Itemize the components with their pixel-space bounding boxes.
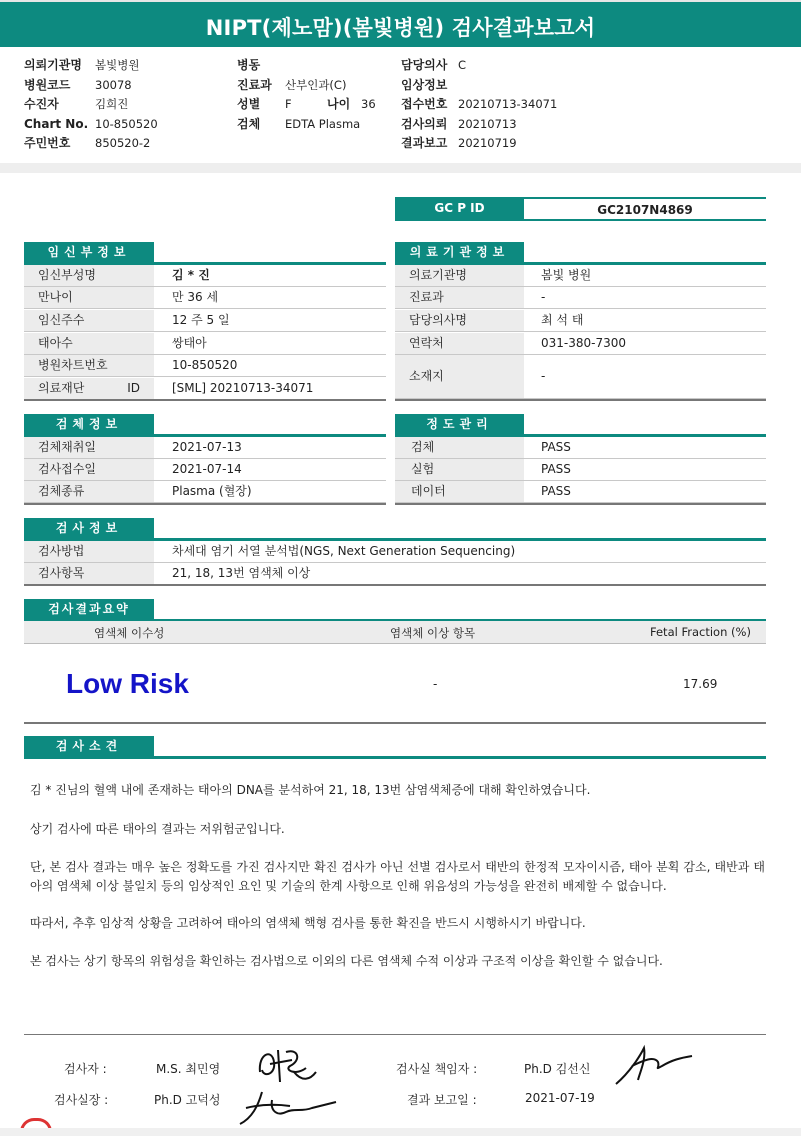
examiner-label: 검사자 : <box>64 1062 107 1076</box>
table-row <box>24 378 386 400</box>
table-row <box>24 481 386 503</box>
age-value: 36 <box>361 97 376 111</box>
row-label: 담당의사명 <box>395 310 524 331</box>
pregnant-section-title: 임신부정보 <box>24 242 154 262</box>
header-value: 봄빛병원 <box>95 58 140 72</box>
lab-director-label: 검사실장 : <box>54 1093 109 1107</box>
abnormal-value: - <box>433 677 438 691</box>
gcpid-value: GC2107N4869 <box>524 197 766 220</box>
row-value: PASS <box>541 484 571 498</box>
header-value: 산부인과(C) <box>285 77 347 92</box>
row-label: 데이터 <box>395 481 524 502</box>
table-row <box>395 437 766 459</box>
row-label: 진료과 <box>395 287 524 308</box>
header-value: 김희진 <box>95 97 129 111</box>
row-label: 검체 <box>395 437 524 458</box>
header-key: 검사의뢰 <box>401 116 448 131</box>
gcpid-underline <box>395 219 766 221</box>
header-value: 20210713 <box>458 116 517 131</box>
row-value: 쌍태아 <box>172 336 207 350</box>
row-value: 봄빛 병원 <box>541 268 592 282</box>
title-bar <box>0 0 801 47</box>
finding-paragraph-2: 상기 검사에 따른 태아의 결과는 저위험군입니다. <box>30 822 285 836</box>
table-row <box>24 265 386 287</box>
section-bottom-rule <box>24 722 766 724</box>
header-key: 주민번호 <box>24 136 71 150</box>
findings-section-title: 검사소견 <box>24 736 154 756</box>
row-value: 031-380-7300 <box>541 336 627 350</box>
summary-header-rule <box>24 643 766 644</box>
section-bottom-rule <box>24 584 766 586</box>
row-label: 검체종류 <box>24 481 154 502</box>
table-row <box>395 459 766 481</box>
row-value: Plasma (혈장) <box>172 484 252 498</box>
summary-header-row <box>24 621 766 643</box>
finding-paragraph-1: 김 * 진님의 혈액 내에 존재하는 태아의 DNA를 분석하여 21, 18, 13번 삼염색체증에 대해 확인하였습니다. <box>30 783 591 797</box>
report-header <box>0 47 801 164</box>
header-value: 850520-2 <box>95 136 151 150</box>
specimen-section-title: 검체정보 <box>24 414 154 434</box>
lab-manager-name: Ph.D 김선신 <box>524 1062 591 1076</box>
header-value: 30078 <box>95 77 132 92</box>
report-date-label: 결과 보고일 : <box>407 1093 477 1107</box>
header-key: 성별 <box>237 97 261 111</box>
table-row <box>24 437 386 459</box>
header-key: 임상정보 <box>401 77 448 92</box>
table-row <box>395 310 766 332</box>
row-value: PASS <box>541 462 571 476</box>
row-value: PASS <box>541 440 571 454</box>
header-value: 20210713-34071 <box>458 97 558 111</box>
row-label: 검체채취일 <box>24 437 154 458</box>
finding-paragraph-3: 단, 본 검사 결과는 매우 높은 정확도를 가진 검사지만 확진 검사가 아닌 선별 검사로서 태반의 한정적 모자이시즘, 태아 분획 감소, 태반과 태아의 염색체 이상 불일치 등의 임상적인 요인 및 기술의 한계 사항으로 인해 위음성의 가능성을 완전히 배제할 수 없습니다. <box>30 860 765 893</box>
table-row <box>24 310 386 332</box>
section-bottom-rule <box>24 399 386 401</box>
header-key: Chart No. <box>24 116 89 131</box>
table-row <box>395 287 766 309</box>
row-value: 2021-07-14 <box>172 462 242 476</box>
row-label: 연락처 <box>395 333 524 354</box>
header-key: 결과보고 <box>401 136 448 150</box>
table-row <box>24 459 386 481</box>
section-rule <box>24 756 766 759</box>
header-key: 병동 <box>237 58 261 72</box>
table-row <box>395 355 766 399</box>
row-label: 검사항목 <box>24 563 154 584</box>
row-value: - <box>541 369 546 383</box>
signature-rule <box>24 1034 766 1035</box>
table-row <box>395 481 766 503</box>
table-row <box>24 563 766 585</box>
header-key: 검체 <box>237 116 261 131</box>
fetal-fraction-value: 17.69 <box>683 677 718 691</box>
row-label: 임신부성명 <box>24 265 154 286</box>
row-value: 21, 18, 13번 염색체 이상 <box>172 566 311 580</box>
testinfo-section-title: 검사정보 <box>24 518 154 538</box>
header-key: 접수번호 <box>401 97 448 111</box>
summary-col-abnormal: 염색체 이상 항목 <box>390 626 476 640</box>
age-key: 나이 <box>327 97 351 111</box>
institution-section-title: 의료기관정보 <box>395 242 524 262</box>
table-row <box>24 541 766 563</box>
report-date-value: 2021-07-19 <box>525 1091 595 1105</box>
row-label: 실험 <box>395 459 524 480</box>
row-value: [SML] 20210713-34071 <box>172 381 314 395</box>
header-value: EDTA Plasma <box>285 116 361 131</box>
row-value: 12 주 5 일 <box>172 313 230 327</box>
row-label: 의료재단 ID <box>24 378 154 399</box>
header-value: F <box>285 97 292 111</box>
row-label: 의료기관명 <box>395 265 524 286</box>
footer-band <box>0 1128 801 1136</box>
header-col-1 <box>24 56 158 154</box>
lab-director-name: Ph.D 고덕성 <box>154 1093 221 1107</box>
report-title: NIPT(제노맘)(봄빛병원) 검사결과보고서 <box>205 16 596 40</box>
header-value: C <box>458 58 467 72</box>
table-row <box>395 265 766 287</box>
row-value: 10-850520 <box>172 358 238 372</box>
lab-manager-label: 검사실 책임자 : <box>396 1062 478 1076</box>
header-key: 진료과 <box>237 77 272 92</box>
table-row <box>24 355 386 377</box>
row-label: 태아수 <box>24 333 154 354</box>
section-bottom-rule <box>395 503 766 505</box>
row-value: 만 36 세 <box>172 290 219 304</box>
result-low-risk: Low Risk <box>66 668 189 699</box>
row-value: 2021-07-13 <box>172 440 242 454</box>
examiner-signature-icon <box>250 1042 320 1088</box>
header-band <box>0 163 801 173</box>
summary-col-fetal-fraction: Fetal Fraction (%) <box>650 625 751 639</box>
header-value: 20210719 <box>458 136 517 150</box>
summary-section-title: 검사결과요약 <box>24 599 154 619</box>
row-label: 검사방법 <box>24 541 154 562</box>
header-col-3 <box>401 56 557 154</box>
header-key: 담당의사 <box>401 58 448 72</box>
header-key: 의뢰기관명 <box>24 58 82 72</box>
table-row <box>24 333 386 355</box>
row-label: 검사접수일 <box>24 459 154 480</box>
qc-section-title: 정도관리 <box>395 414 524 434</box>
finding-paragraph-5: 본 검사는 상기 항목의 위험성을 확인하는 검사법으로 이외의 다른 염색체 수적 이상과 구조적 이상을 확인할 수 없습니다. <box>30 954 663 968</box>
table-row <box>24 287 386 309</box>
finding-paragraph-4: 따라서, 추후 임상적 상황을 고려하여 태아의 염색체 핵형 검사를 통한 확진을 반드시 시행하시기 바랍니다. <box>30 916 586 930</box>
header-col-2 <box>237 56 376 134</box>
lab-manager-signature-icon <box>610 1042 700 1090</box>
row-label: 병원차트번호 <box>24 355 154 376</box>
row-label: 임신주수 <box>24 310 154 331</box>
section-bottom-rule <box>24 503 386 505</box>
examiner-name: M.S. 최민영 <box>156 1062 221 1076</box>
row-value: 차세대 염기 서열 분석법(NGS, Next Generation Sequencing) <box>172 544 516 558</box>
header-key: 병원코드 <box>24 77 71 92</box>
row-label: 소재지 <box>395 355 524 398</box>
header-key: 수진자 <box>24 97 59 111</box>
table-row <box>395 333 766 355</box>
row-label: 만나이 <box>24 287 154 308</box>
summary-col-aneuploidy: 염색체 이수성 <box>94 626 165 640</box>
section-bottom-rule <box>395 399 766 401</box>
header-value: 10-850520 <box>95 116 158 131</box>
row-value: - <box>541 290 546 304</box>
lab-director-signature-icon <box>232 1086 342 1128</box>
row-value: 최 석 태 <box>541 313 584 327</box>
gcpid-label: GC P ID <box>395 197 524 220</box>
row-value: 김 * 진 <box>172 268 210 282</box>
